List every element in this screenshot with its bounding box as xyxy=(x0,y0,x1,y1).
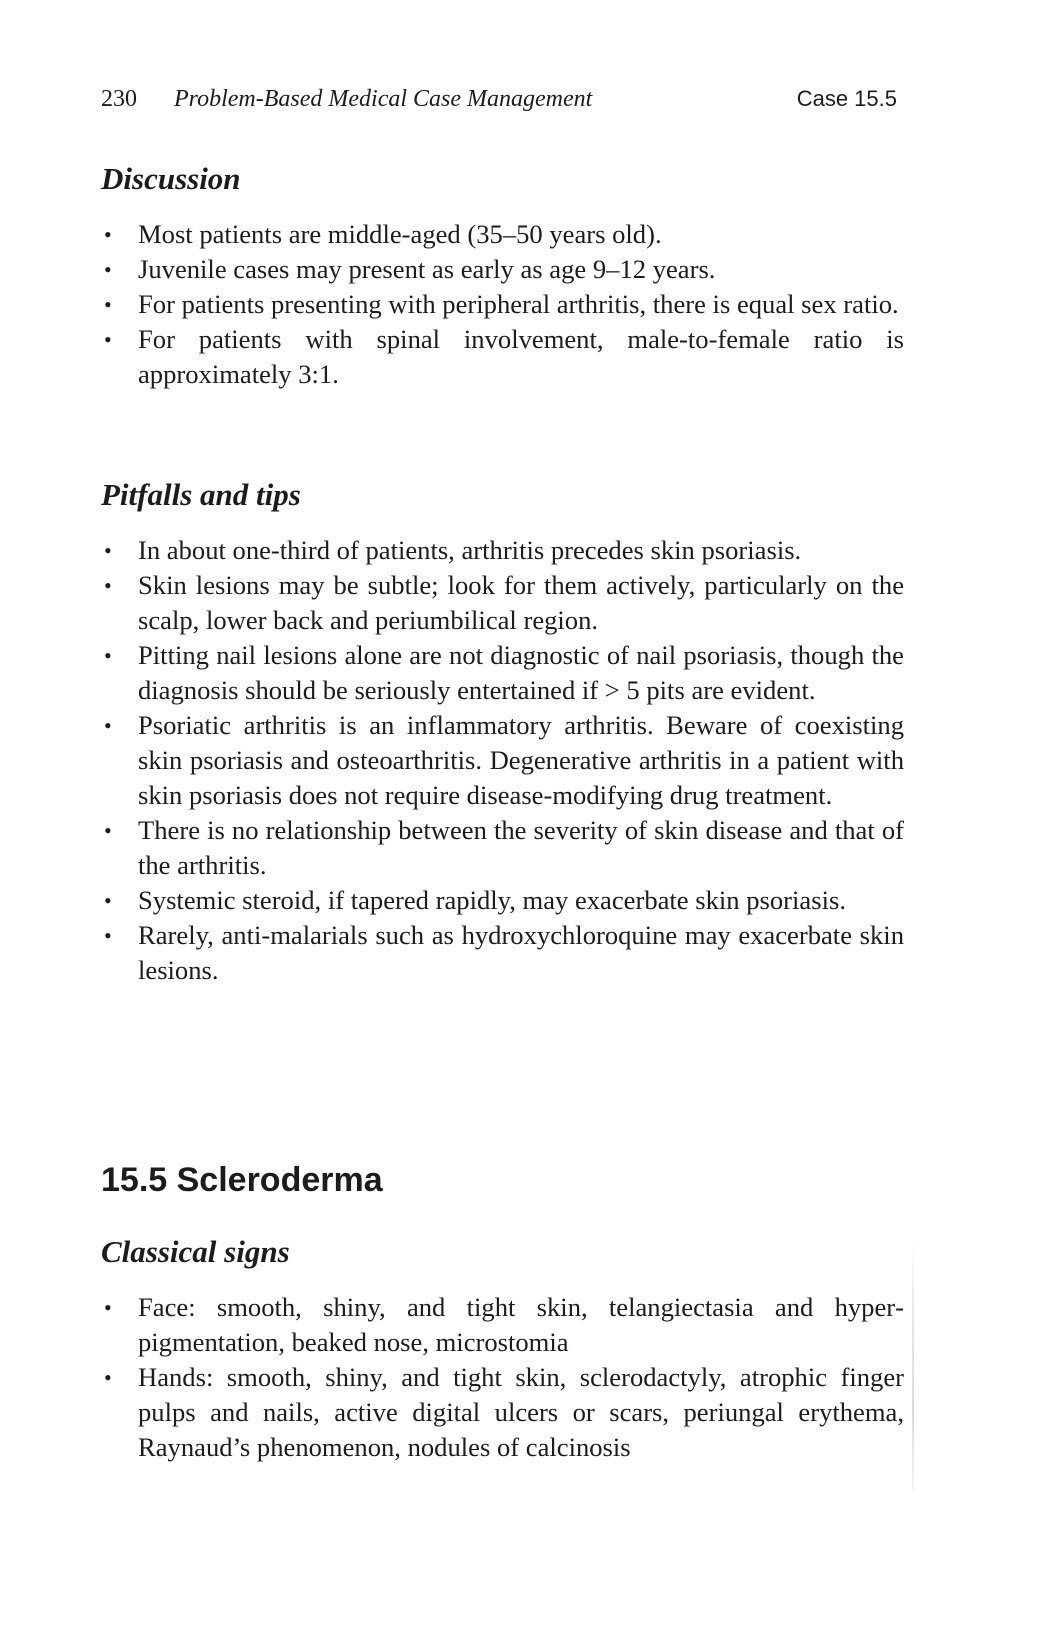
scleroderma-heading: 15.5 Scleroderma xyxy=(101,1161,383,1199)
list-item: • Skin lesions may be subtle; look for them actively, particularly on the scalp, lower back and periumbilical region. xyxy=(101,568,904,638)
list-item: • Rarely, anti-malarials such as hydroxychloroquine may exacerbate skin lesions. xyxy=(101,918,904,988)
list-item: • For patients with spinal involvement, male-to-female ratio is approximately 3:1. xyxy=(101,322,904,392)
list-item: • Most patients are middle-aged (35–50 years old). xyxy=(101,217,904,252)
book-title: Problem-Based Medical Case Management xyxy=(174,86,593,112)
discussion-list xyxy=(101,217,904,392)
list-item: • Hands: smooth, shiny, and tight skin, sclerodactyly, atrophic finger pulps and nails, active digital ulcers or scars, periungal erythema, Raynaud’s phenomenon, nodules of calcinosis xyxy=(101,1360,904,1465)
list-item: • Psoriatic arthritis is an inflammatory arthritis. Beware of coexisting skin psoriasis and osteoarthritis. Degenerative arthritis in a patient with skin psoriasis does not require disease-modifying drug treatment. xyxy=(101,708,904,813)
list-item: • In about one-third of patients, arthritis precedes skin psoriasis. xyxy=(101,533,904,568)
list-item: • For patients presenting with peripheral arthritis, there is equal sex ratio. xyxy=(101,287,904,322)
list-item: • Face: smooth, shiny, and tight skin, telangiectasia and hyperpigmentation, beaked nose, microstomia xyxy=(101,1290,904,1360)
list-item: • Systemic steroid, if tapered rapidly, may exacerbate skin psoriasis. xyxy=(101,883,904,918)
list-item: • Pitting nail lesions alone are not diagnostic of nail psoriasis, though the diagnosis should be seriously entertained if > 5 pits are evident. xyxy=(101,638,904,708)
classical-signs-list xyxy=(101,1290,904,1465)
classical-signs-heading: Classical signs xyxy=(101,1234,290,1269)
page-number: 230 xyxy=(101,86,137,112)
list-item: • Juvenile cases may present as early as age 9–12 years. xyxy=(101,252,904,287)
discussion-heading: Discussion xyxy=(101,161,241,196)
running-header xyxy=(101,86,901,120)
case-label: Case 15.5 xyxy=(796,86,897,111)
scan-edge-artifact xyxy=(912,1240,914,1490)
pitfalls-heading: Pitfalls and tips xyxy=(101,477,301,512)
list-item: • There is no relationship between the severity of skin disease and that of the arthritis. xyxy=(101,813,904,883)
pitfalls-list xyxy=(101,533,904,988)
